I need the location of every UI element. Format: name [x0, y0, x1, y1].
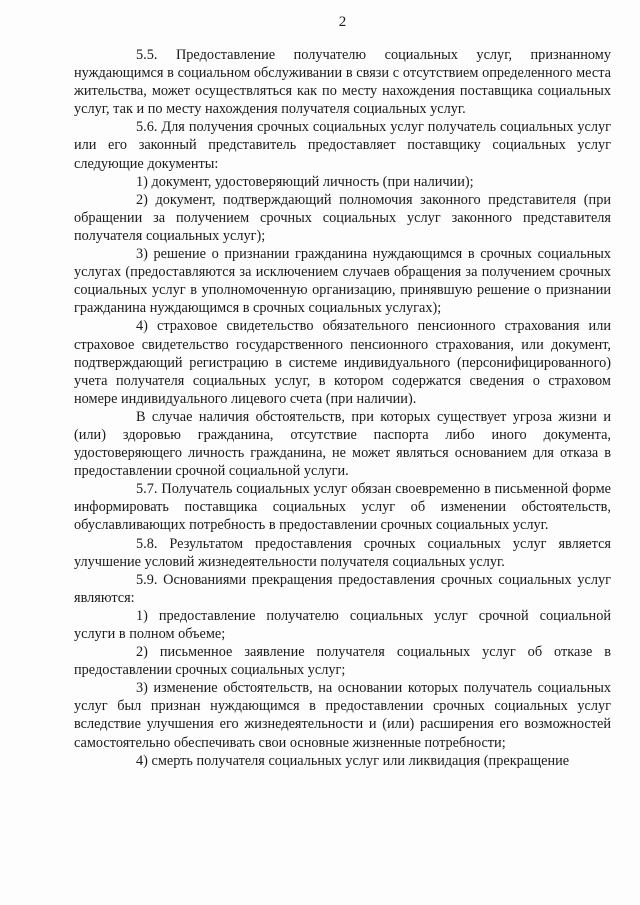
paragraph-5-7: 5.7. Получатель социальных услуг обязан своевременно в письменной форме информировать поставщика социальных услуг об изменении обстоятельств, обуславливающих потребность в предоставлении срочных социальных услуг. — [74, 481, 611, 534]
list-item: 2) документ, подтверждающий полномочия законного представителя (при обращении за получением срочных социальных услуг законного представителя получателя социальных услуг); — [74, 191, 611, 244]
paragraph-note: В случае наличия обстоятельств, при которых существует угроза жизни и (или) здоровью гражданина, отсутствие паспорта либо иного документа, удостоверяющего личность гражданина, не может являться основанием для отказа в предоставлении срочной социальной услуги. — [74, 408, 611, 480]
page-number: 2 — [338, 14, 347, 30]
paragraph-5-8: 5.8. Результатом предоставления срочных социальных услуг является улучшение условий жизнедеятельности получателя социальных услуг. — [74, 535, 611, 570]
paragraph-5-6: 5.6. Для получения срочных социальных услуг получатель социальных услуг или его законный представитель предоставляет поставщику социальных услуг следующие документы: — [74, 119, 611, 172]
list-item: 2) письменное заявление получателя социальных услуг об отказе в предоставлении срочных социальных услуг; — [74, 644, 611, 679]
list-item: 3) решение о признании гражданина нуждающимся в срочных социальных услугах (предоставляются за исключением случаев обращения за получением срочных социальных услуг в уполномоченную организацию, принявшую решение о признании гражданина нуждающимся в срочных социальных услугах); — [74, 246, 611, 317]
list-item: 3) изменение обстоятельств, на основании которых получатель социальных услуг был признан нуждающимся в предоставлении срочных социальных услуг вследствие улучшения его жизнедеятельности и (или) расширения его возможностей самостоятельно обеспечивать свои основные жизненные потребности; — [74, 680, 611, 751]
document-body — [74, 46, 611, 770]
list-item: 4) страховое свидетельство обязательного пенсионного страхования или страховое свидетельство государственного пенсионного страхования, или документ, подтверждающий регистрацию в системе индивидуального (персонифицированного) учета получателя социальных услуг, в котором содержатся сведения о страховом номере индивидуального лицевого счета (при наличии). — [74, 318, 611, 407]
list-item: 1) документ, удостоверяющий личность (при наличии); — [136, 173, 474, 190]
list-item: 4) смерть получателя социальных услуг или ликвидация (прекращение — [136, 752, 570, 769]
list-item: 1) предоставление получателю социальных услуг срочной социальной услуги в полном объеме; — [74, 607, 611, 642]
paragraph-5-5: 5.5. Предоставление получателю социальных услуг, признанному нуждающимся в социальном обслуживании в связи с отсутствием определенного места жительства, может осуществляться как по месту нахождения поставщика социальных услуг, так и по месту нахождения получателя социальных услуг. — [74, 47, 611, 118]
paragraph-5-9: 5.9. Основаниями прекращения предоставления срочных социальных услуг являются: — [74, 571, 611, 606]
